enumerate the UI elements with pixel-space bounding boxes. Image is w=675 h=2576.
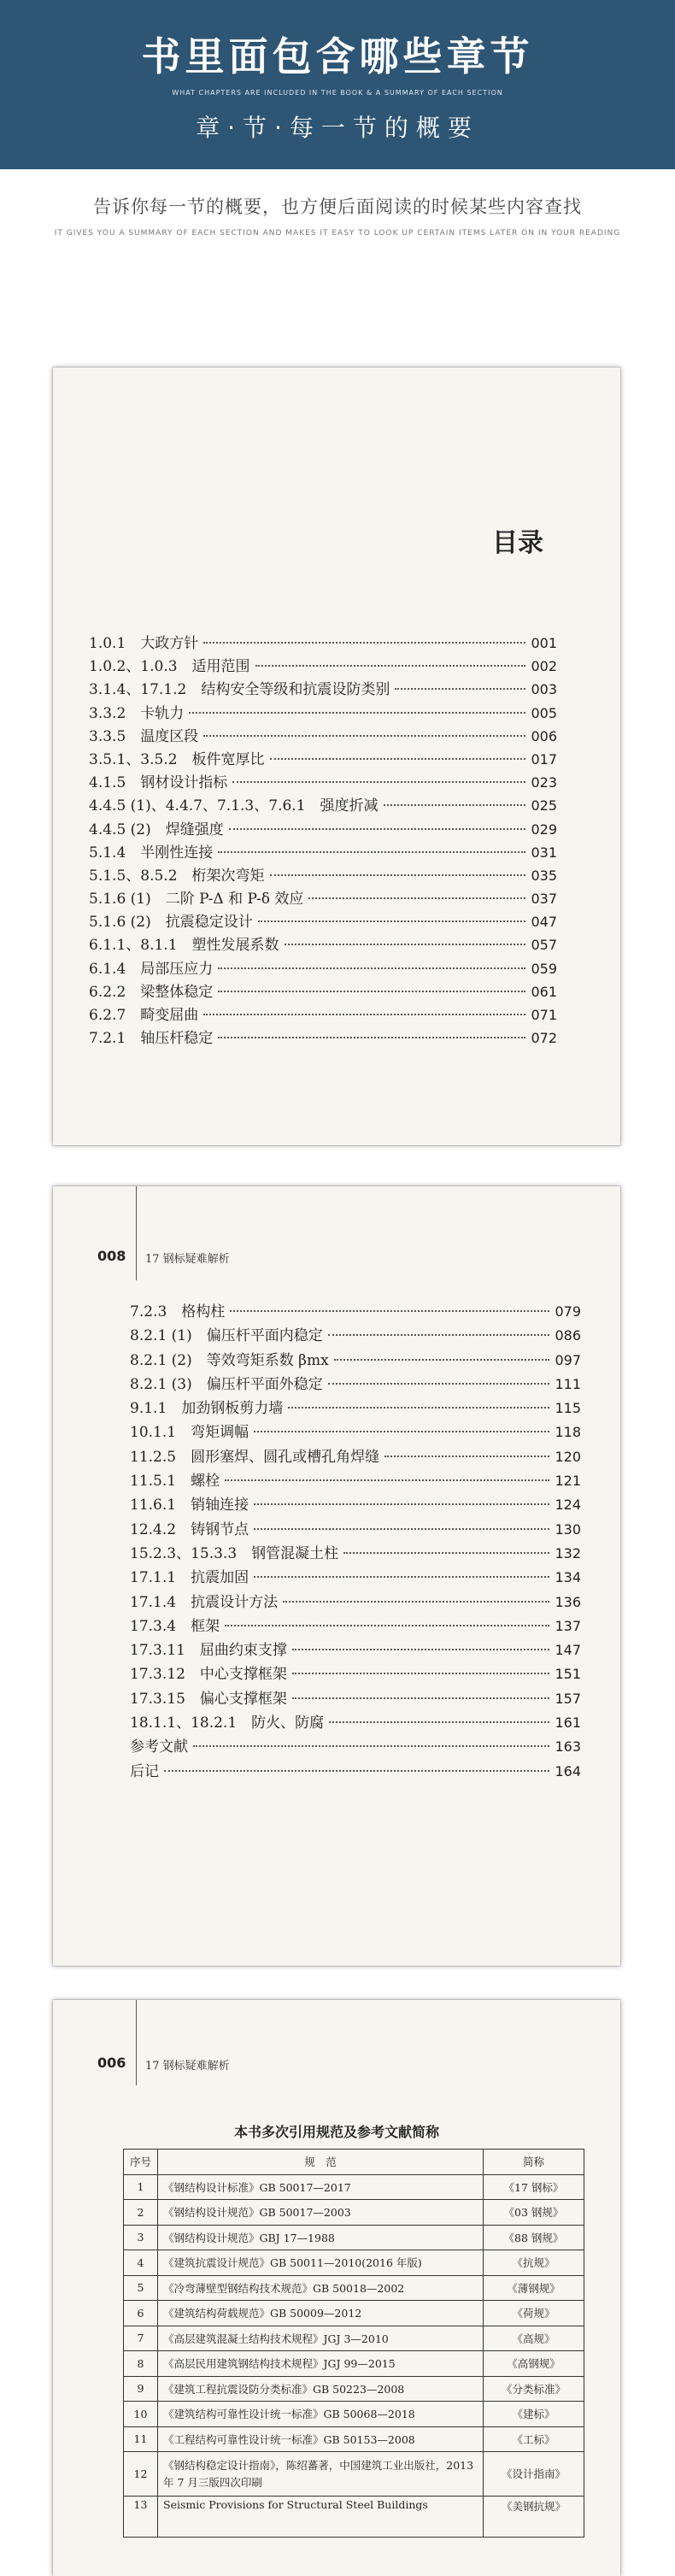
toc-entry-page: 151	[555, 1666, 581, 1683]
toc-entry	[130, 1372, 581, 1396]
toc-list-2	[130, 1299, 581, 1783]
cell-no: 1	[124, 2174, 158, 2200]
toc-entry-title: 17.1.1 抗震加固	[130, 1569, 249, 1587]
toc-entry-page: 006	[531, 727, 557, 744]
toc-leader-dots	[255, 665, 526, 667]
toc-entry-title: 17.3.4 框架	[130, 1617, 220, 1635]
header-short: 简称	[484, 2150, 584, 2175]
table-row	[124, 2225, 584, 2250]
table-row	[124, 2326, 584, 2351]
toc-leader-dots	[203, 642, 525, 644]
toc-entry	[130, 1614, 581, 1638]
table-row	[124, 2301, 584, 2326]
toc-entry	[130, 1468, 581, 1492]
toc-entry-title: 5.1.6 (2) 抗震稳定设计	[89, 914, 253, 932]
toc-entry	[130, 1492, 581, 1516]
toc-entry-page: 118	[555, 1424, 581, 1441]
table-row	[124, 2174, 584, 2200]
toc-entry	[89, 747, 557, 770]
toc-leader-dots	[189, 712, 525, 714]
toc-entry-page: 005	[531, 704, 557, 721]
page-number: 008	[97, 1248, 126, 1264]
toc-entry-page: 132	[555, 1544, 581, 1561]
toc-entry-title: 15.2.3、15.3.3 钢管混凝土柱	[130, 1544, 339, 1562]
cell-short-name: 《荷规》	[484, 2301, 584, 2326]
toc-leader-dots	[285, 944, 526, 945]
cell-standard: 《钢结构设计规范》GB 50017—2003	[158, 2200, 484, 2226]
toc-entry	[130, 1517, 581, 1541]
table-row	[124, 2351, 584, 2377]
toc-entry-page: 147	[555, 1642, 581, 1659]
toc-leader-dots	[254, 1431, 549, 1432]
toc-page-1	[53, 368, 620, 1145]
toc-entry	[89, 886, 557, 909]
cell-standard: 《钢结构设计标准》GB 50017—2017	[158, 2174, 484, 2200]
toc-list-1	[89, 631, 557, 1049]
cell-short-name: 《分类标准》	[484, 2376, 584, 2402]
toc-leader-dots	[258, 920, 526, 922]
toc-entry	[89, 979, 557, 1003]
toc-leader-dots	[384, 804, 526, 806]
toc-entry-title: 3.1.4、17.1.2 结构安全等级和抗震设防类别	[89, 681, 390, 699]
toc-entry-title: 18.1.1、18.2.1 防火、防腐	[130, 1714, 325, 1732]
toc-entry	[89, 654, 557, 677]
toc-leader-dots	[254, 1503, 549, 1505]
toc-entry	[130, 1541, 581, 1565]
running-head	[53, 1246, 620, 1272]
toc-leader-dots	[384, 1456, 549, 1457]
cell-short-name: 《17 钢标》	[484, 2174, 584, 2200]
cell-standard: Seismic Provisions for Structural Steel Buildings	[158, 2497, 484, 2538]
header-no: 序号	[124, 2150, 158, 2175]
header-name: 规 范	[158, 2150, 484, 2175]
toc-entry-page: 136	[555, 1593, 581, 1610]
toc-entry-title: 5.1.5、8.5.2 桁架次弯矩	[89, 867, 265, 885]
banner-title: 书里面包含哪些章节	[141, 33, 534, 79]
toc-entry-title: 11.2.5 圆形塞焊、圆孔或槽孔角焊缝	[130, 1448, 380, 1466]
toc-entry-page: 057	[531, 937, 557, 954]
cell-short-name: 《美钢抗规》	[484, 2497, 584, 2538]
toc-entry	[130, 1661, 581, 1685]
intro-text-en: IT GIVES YOU A SUMMARY OF EACH SECTION AND MAKES IT EASY TO LOOK UP CERTAIN ITEMS LATER ON IN YOUR READING	[54, 229, 621, 238]
toc-entry-title: 11.5.1 螺栓	[130, 1473, 220, 1491]
cell-short-name: 《建标》	[484, 2402, 584, 2427]
toc-entry-page: 121	[555, 1473, 581, 1490]
toc-leader-dots	[334, 1359, 550, 1361]
toc-entry-page: 035	[531, 867, 557, 884]
toc-leader-dots	[292, 1649, 550, 1650]
toc-entry-page: 163	[555, 1738, 581, 1756]
toc-leader-dots	[203, 1014, 525, 1015]
toc-entry-title: 6.1.4 局部压应力	[89, 960, 214, 978]
cell-short-name: 《88 钢规》	[484, 2225, 584, 2250]
toc-entry	[130, 1590, 581, 1614]
toc-entry-title: 4.4.5 (2) 焊缝强度	[89, 820, 224, 838]
cell-no: 6	[124, 2301, 158, 2326]
toc-entry-title: 3.3.5 温度区段	[89, 727, 199, 745]
toc-entry-page: 097	[555, 1351, 581, 1368]
toc-entry	[89, 677, 557, 700]
toc-leader-dots	[395, 688, 525, 690]
cell-short-name: 《高规》	[484, 2326, 584, 2351]
toc-entry-page: 017	[531, 750, 557, 768]
cell-no: 12	[124, 2452, 158, 2497]
cell-no: 10	[124, 2402, 158, 2427]
cell-standard: 《钢结构设计规范》GBJ 17—1988	[158, 2225, 484, 2250]
toc-entry-title: 17.3.12 中心支撑框架	[130, 1666, 287, 1684]
cell-short-name: 《03 钢规》	[484, 2200, 584, 2226]
toc-entry	[89, 840, 557, 863]
toc-leader-dots	[328, 1383, 550, 1385]
toc-entry-page: 124	[555, 1497, 581, 1514]
toc-entry-title: 8.2.1 (3) 偏压杆平面外稳定	[130, 1375, 323, 1393]
toc-leader-dots	[203, 735, 525, 737]
table-row	[124, 2402, 584, 2427]
toc-leader-dots	[292, 1697, 550, 1699]
toc-entry-page: 130	[555, 1520, 581, 1538]
toc-leader-dots	[230, 1310, 549, 1312]
toc-entry-title: 6.2.7 畸变屈曲	[89, 1007, 199, 1024]
cell-no: 13	[124, 2497, 158, 2538]
toc-leader-dots	[270, 758, 526, 760]
toc-leader-dots	[329, 1721, 549, 1723]
running-head	[53, 2053, 620, 2079]
toc-leader-dots	[283, 1601, 549, 1603]
toc-entry-page: 134	[555, 1569, 581, 1586]
toc-entry	[130, 1565, 581, 1589]
toc-entry-title: 12.4.2 铸钢节点	[130, 1520, 249, 1538]
toc-entry-page: 137	[555, 1617, 581, 1634]
toc-leader-dots	[218, 967, 525, 969]
toc-entry-title: 4.1.5 钢材设计指标	[89, 774, 228, 792]
toc-entry-title: 17.3.11 屈曲约束支撑	[130, 1642, 287, 1660]
toc-entry	[130, 1759, 581, 1783]
toc-leader-dots	[270, 874, 526, 876]
cell-standard: 《建筑抗震设计规范》GB 50011—2010(2016 年版)	[158, 2250, 484, 2276]
toc-leader-dots	[308, 897, 525, 899]
toc-entry-page: 031	[531, 844, 557, 861]
toc-entry	[130, 1323, 581, 1347]
toc-entry	[89, 631, 557, 654]
cell-standard: 《工程结构可靠性设计统一标准》GB 50153—2008	[158, 2426, 484, 2452]
table-row	[124, 2376, 584, 2402]
toc-entry-title: 参考文献	[130, 1738, 188, 1756]
running-head-divider	[136, 1186, 137, 1280]
table-row	[124, 2497, 584, 2538]
toc-entry-title: 8.2.1 (2) 等效弯矩系数 βmx	[130, 1351, 329, 1369]
toc-entry-page: 047	[531, 914, 557, 931]
toc-entry	[89, 909, 557, 932]
toc-entry-page: 003	[531, 681, 557, 698]
toc-entry-title: 4.4.5 (1)、4.4.7、7.1.3、7.6.1 强度折减	[89, 797, 379, 815]
toc-entry	[89, 1003, 557, 1026]
toc-leader-dots	[328, 1334, 550, 1336]
toc-entry-title: 6.1.1、8.1.1 塑性发展系数	[89, 937, 279, 955]
toc-entry-page: 164	[555, 1762, 581, 1779]
toc-entry-page: 001	[531, 635, 557, 651]
toc-entry-title: 3.5.1、3.5.2 板件宽厚比	[89, 750, 265, 768]
toc-entry	[89, 724, 557, 747]
toc-entry-page: 120	[555, 1448, 581, 1465]
header-banner	[0, 0, 675, 169]
toc-entry-title: 1.0.1 大政方针	[89, 635, 199, 652]
toc-entry-page: 023	[531, 774, 557, 791]
toc-entry	[130, 1734, 581, 1758]
table-row	[124, 2452, 584, 2497]
toc-leader-dots	[225, 1625, 549, 1626]
toc-entry-page: 161	[555, 1714, 581, 1732]
toc-heading: 目录	[492, 528, 543, 558]
table-row	[124, 2275, 584, 2301]
toc-leader-dots	[343, 1552, 549, 1554]
banner-subtitle-cn: 章·节·每一节的概要	[196, 114, 479, 142]
toc-entry-title: 7.2.3 格构柱	[130, 1303, 226, 1320]
toc-entry-title: 7.2.1 轴压杆稳定	[89, 1030, 214, 1048]
toc-entry-page: 111	[555, 1375, 581, 1392]
toc-entry-page: 115	[555, 1400, 581, 1417]
cell-no: 9	[124, 2376, 158, 2402]
toc-leader-dots	[232, 781, 525, 783]
toc-entry-title: 后记	[130, 1762, 159, 1780]
running-title: 17 钢标疑难解析	[145, 2060, 230, 2073]
cell-no: 11	[124, 2426, 158, 2452]
toc-leader-dots	[218, 1037, 525, 1038]
toc-entry-page: 079	[555, 1303, 581, 1320]
toc-entry-title: 17.3.15 偏心支撑框架	[130, 1690, 287, 1708]
toc-entry-page: 071	[531, 1007, 557, 1023]
toc-entry-page: 086	[555, 1327, 581, 1344]
toc-entry-page: 025	[531, 797, 557, 815]
cell-short-name: 《薄钢规》	[484, 2275, 584, 2301]
toc-entry	[89, 1026, 557, 1049]
cell-no: 3	[124, 2225, 158, 2250]
toc-entry-page: 059	[531, 960, 557, 977]
toc-leader-dots	[254, 1576, 549, 1578]
cell-short-name: 《工标》	[484, 2426, 584, 2452]
reference-page	[53, 2000, 620, 2576]
cell-standard: 《建筑结构可靠性设计统一标准》GB 50068—2018	[158, 2402, 484, 2427]
running-title: 17 钢标疑难解析	[145, 1253, 230, 1266]
toc-leader-dots	[225, 1479, 549, 1481]
cell-no: 7	[124, 2326, 158, 2351]
toc-entry	[130, 1299, 581, 1323]
toc-entry-title: 5.1.4 半刚性连接	[89, 844, 214, 862]
toc-leader-dots	[164, 1770, 549, 1772]
toc-entry-title: 11.6.1 销轴连接	[130, 1497, 249, 1514]
toc-entry	[89, 956, 557, 979]
toc-entry-title: 17.1.4 抗震设计方法	[130, 1593, 279, 1611]
toc-leader-dots	[218, 851, 525, 853]
toc-leader-dots	[229, 828, 526, 830]
toc-leader-dots	[254, 1528, 549, 1530]
cell-short-name: 《设计指南》	[484, 2452, 584, 2497]
toc-entry-title: 10.1.1 弯矩调幅	[130, 1424, 249, 1442]
toc-entry-page: 157	[555, 1690, 581, 1707]
toc-entry-title: 1.0.2、1.0.3 适用范围	[89, 658, 250, 676]
toc-entry	[130, 1348, 581, 1372]
toc-entry	[89, 701, 557, 724]
running-head-divider	[136, 2000, 137, 2085]
table-caption: 本书多次引用规范及参考文献简称	[233, 2124, 439, 2140]
cell-no: 4	[124, 2250, 158, 2276]
toc-entry-page: 002	[531, 658, 557, 675]
intro-text-cn: 告诉你每一节的概要，也方便后面阅读的时候某些内容查找	[93, 197, 582, 217]
cell-standard: 《冷弯薄壁型钢结构技术规范》GB 50018—2002	[158, 2275, 484, 2301]
toc-entry-page: 072	[531, 1030, 557, 1047]
toc-entry-title: 6.2.2 梁整体稳定	[89, 983, 214, 1001]
toc-entry	[130, 1710, 581, 1734]
toc-entry	[130, 1396, 581, 1420]
cell-standard: 《高层民用建筑钢结构技术规程》JGJ 99—2015	[158, 2351, 484, 2377]
cell-no: 8	[124, 2351, 158, 2377]
toc-entry	[130, 1420, 581, 1444]
cell-standard: 《高层建筑混凝土结构技术规程》JGJ 3—2010	[158, 2326, 484, 2351]
page-number: 006	[97, 2055, 126, 2071]
cell-short-name: 《高钢规》	[484, 2351, 584, 2377]
reference-table	[123, 2149, 584, 2538]
cell-no: 2	[124, 2200, 158, 2226]
toc-entry-page: 037	[531, 891, 557, 908]
toc-entry-page: 029	[531, 820, 557, 838]
toc-entry-title: 5.1.6 (1) 二阶 P-Δ 和 P-δ 效应	[89, 891, 304, 909]
table-row	[124, 2250, 584, 2276]
toc-entry	[89, 932, 557, 956]
toc-leader-dots	[218, 991, 525, 992]
toc-entry	[89, 770, 557, 793]
cell-standard: 《建筑结构荷载规范》GB 50009—2012	[158, 2301, 484, 2326]
toc-entry	[130, 1686, 581, 1710]
toc-leader-dots	[193, 1745, 549, 1747]
cell-standard: 《钢结构稳定设计指南》，陈绍蕃著，中国建筑工业出版社，2013 年 7 月三版四次印刷	[158, 2452, 484, 2497]
table-header-row	[124, 2150, 584, 2175]
toc-entry-title: 3.3.2 卡轨力	[89, 704, 185, 722]
toc-entry-title: 9.1.1 加劲钢板剪力墙	[130, 1400, 284, 1418]
table-row	[124, 2200, 584, 2226]
cell-standard: 《建筑工程抗震设防分类标准》GB 50223—2008	[158, 2376, 484, 2402]
toc-page-2	[53, 1186, 620, 1966]
toc-entry-title: 8.2.1 (1) 偏压杆平面内稳定	[130, 1327, 323, 1345]
toc-leader-dots	[288, 1407, 549, 1409]
toc-entry	[130, 1638, 581, 1661]
banner-subtitle-en: WHAT CHAPTERS ARE INCLUDED IN THE BOOK & A SUMMARY OF EACH SECTION	[172, 89, 503, 97]
toc-entry	[89, 793, 557, 816]
table-row	[124, 2426, 584, 2452]
toc-entry-page: 061	[531, 983, 557, 1000]
cell-short-name: 《抗规》	[484, 2250, 584, 2276]
toc-leader-dots	[292, 1673, 550, 1674]
toc-entry	[130, 1444, 581, 1468]
cell-no: 5	[124, 2275, 158, 2301]
toc-entry	[89, 863, 557, 886]
toc-entry	[89, 817, 557, 840]
